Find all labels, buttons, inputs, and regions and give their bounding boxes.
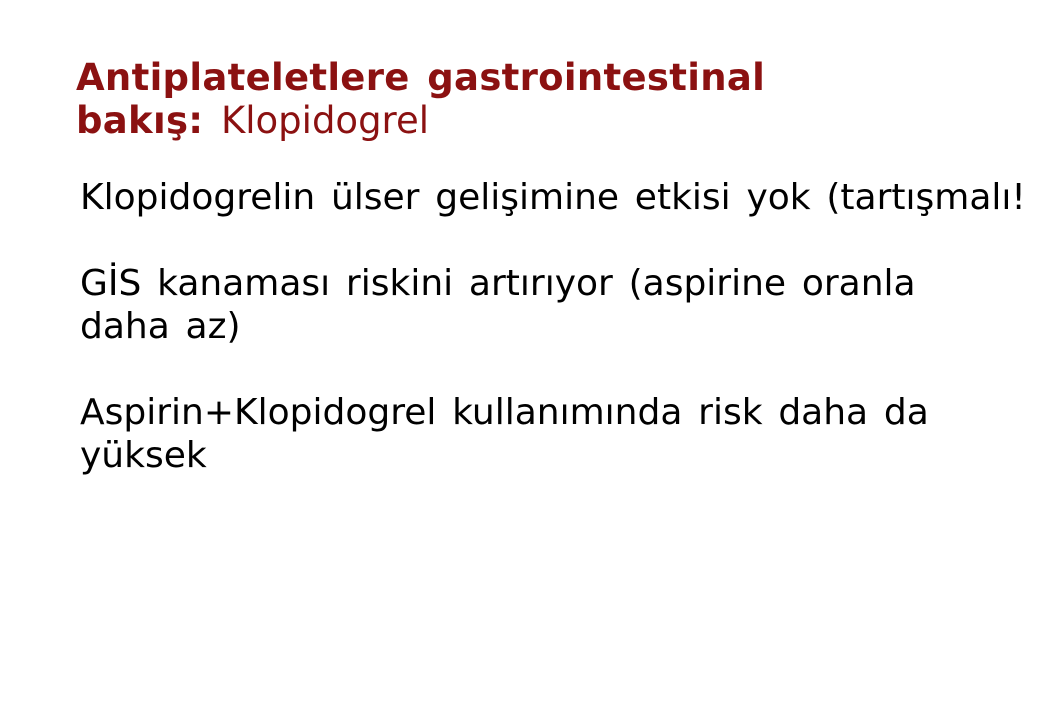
body-paragraph-2-line-2: daha az)	[80, 306, 241, 347]
body-paragraph-3	[80, 391, 970, 477]
body-paragraph-1-line-1: Klopidogrelin ülser gelişimine etkisi yok (tartışmalı!	[80, 177, 1026, 218]
title-line-2	[76, 99, 765, 142]
body-paragraph-3-line-1: Aspirin+Klopidogrel kullanımında risk daha da	[80, 392, 929, 433]
body-paragraph-1	[80, 176, 1026, 219]
title-line2-bold-part: bakış:	[76, 99, 204, 142]
slide-body	[80, 176, 1026, 520]
body-paragraph-2	[80, 262, 970, 348]
body-paragraph-2-line-1: GİS kanaması riskini artırıyor (aspirine oranla	[80, 263, 916, 304]
title-line-1: Antiplateletlere gastrointestinal	[76, 56, 766, 99]
slide-title	[76, 56, 765, 142]
body-paragraph-3-line-2: yüksek	[80, 435, 207, 476]
title-line2-regular-part: Klopidogrel	[221, 99, 429, 142]
